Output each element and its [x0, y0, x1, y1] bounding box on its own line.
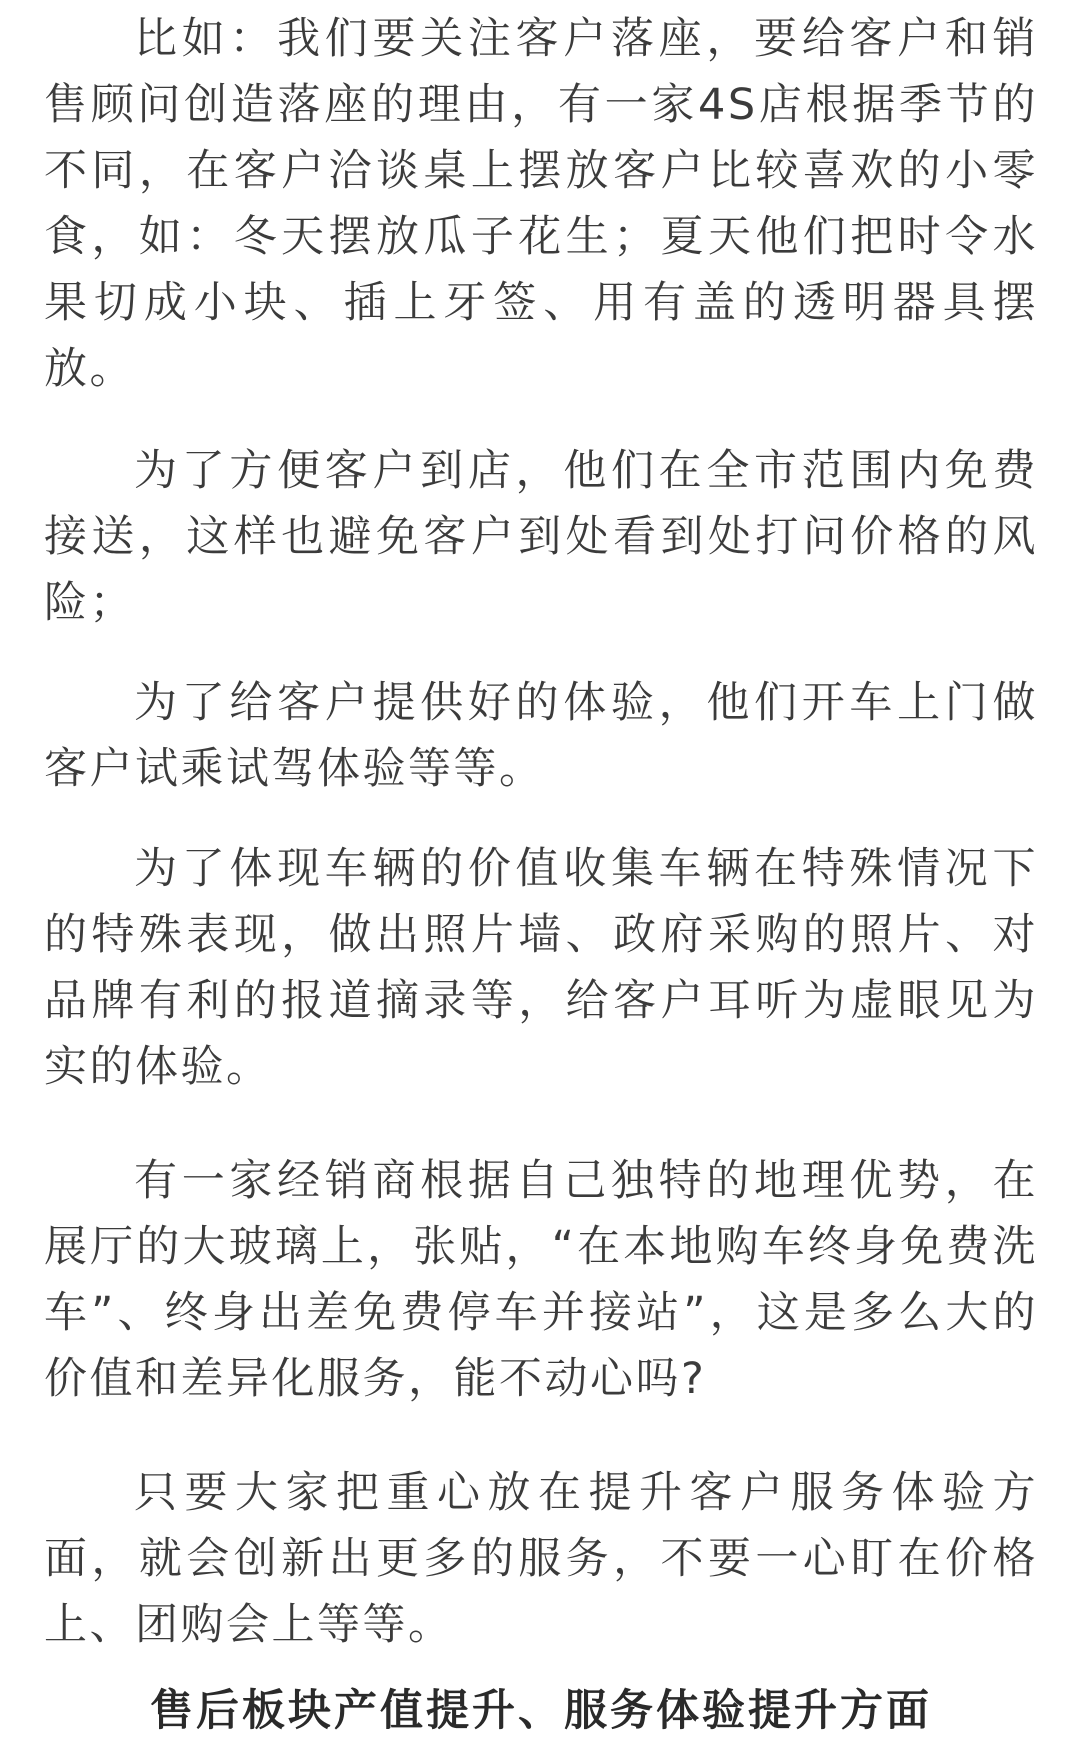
paragraph-photo-wall: 为了体现车辆的价值收集车辆在特殊情况下的特殊表现，做出照片墙、政府采购的照片、对品牌有利的报道摘录等，给客户耳听为虚眼见为实的体验。 [44, 844, 1038, 1092]
section-heading: 售后板块产值提升、服务体验提升方面 [150, 1686, 932, 1736]
paragraph-seating: 比如：我们要关注客户落座，要给客户和销售顾问创造落座的理由，有一家4S店根据季节的不同，在客户洽谈桌上摆放客户比较喜欢的小零食，如：冬天摆放瓜子花生；夏天他们把时令水果切成小块、插上牙签、用有盖的透明器具摆放。 [44, 14, 1038, 394]
paragraph-test-drive: 为了给客户提供好的体验，他们开车上门做客户试乘试驾体验等等。 [44, 678, 1038, 794]
paragraph-service-focus: 只要大家把重心放在提升客户服务体验方面，就会创新出更多的服务，不要一心盯在价格上、团购会上等等。 [44, 1468, 1038, 1650]
paragraph-shuttle: 为了方便客户到店，他们在全市范围内免费接送，这样也避免客户到处看到处打问价格的风险； [44, 446, 1038, 628]
paragraph-dealer-advantage: 有一家经销商根据自己独特的地理优势，在展厅的大玻璃上，张贴，“在本地购车终身免费洗车”、终身出差免费停车并接站”，这是多么大的价值和差异化服务，能不动心吗? [44, 1156, 1038, 1404]
